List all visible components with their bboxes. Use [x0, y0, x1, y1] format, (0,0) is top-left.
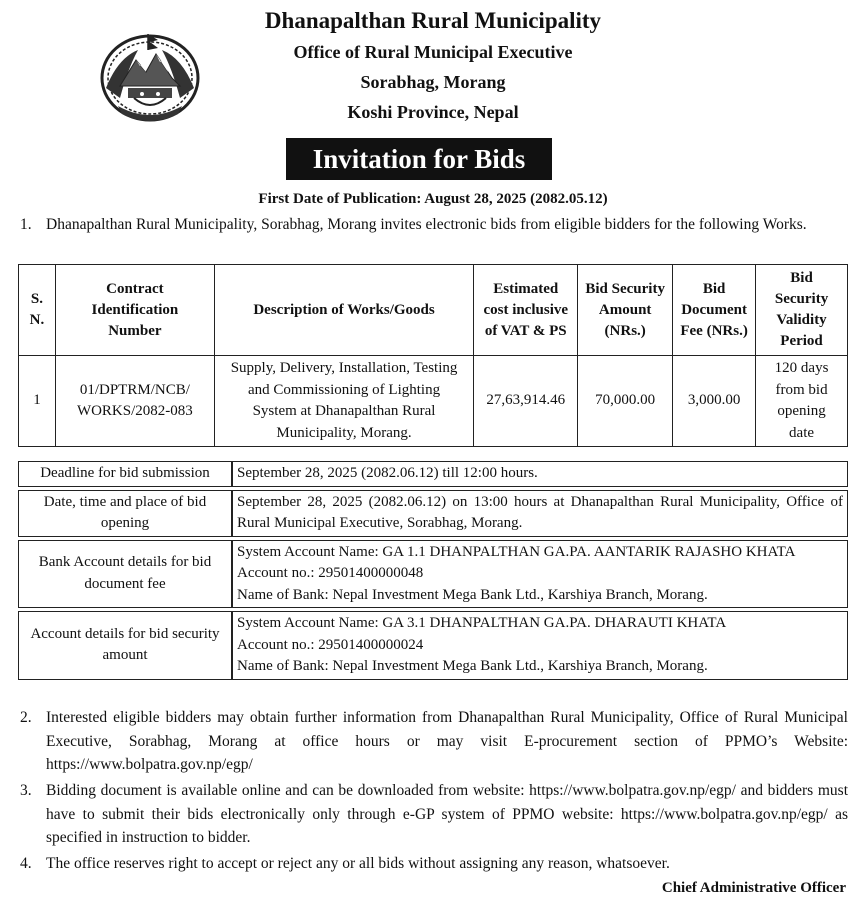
- value-opening: September 28, 2025 (2082.06.12) on 13:00 hours at Dhanapalthan Rural Municipality, Office of Rural Municipal Executive, Sorabhag, Morang.: [232, 490, 848, 537]
- details-row-bank-security: [18, 611, 848, 680]
- header-description: Description of Works/Goods: [214, 265, 473, 356]
- header-bid-security: Bid Security Amount (NRs.): [578, 265, 673, 356]
- account-name: System Account Name: GA 1.1 DHANPALTHAN GA.PA. AANTARIK RAJASHO KHATA: [237, 543, 796, 560]
- label-bank-security: Account details for bid security amount: [18, 611, 232, 680]
- cell-description: Supply, Delivery, Installation, Testing and Commissioning of Lighting System at Dhanapalthan Rural Municipality, Morang.: [214, 356, 473, 447]
- paragraph-number: 1.: [20, 216, 32, 233]
- details-row-opening: [18, 490, 848, 537]
- header-estimated-cost: Estimated cost inclusive of VAT & PS: [474, 265, 578, 356]
- account-name: System Account Name: GA 3.1 DHANPALTHAN GA.PA. DHARAUTI KHATA: [237, 615, 727, 631]
- table-row: [19, 356, 848, 447]
- office-name: Office of Rural Municipal Executive: [293, 42, 573, 62]
- details-row-bank-fee: [18, 540, 848, 609]
- cell-sn: 1: [19, 356, 56, 447]
- paragraph-text: Interested eligible bidders may obtain further information from Dhanapalthan Rural Municipality, Office of Rural Municipal Executive, Sorabhag, Morang at office hours or may visit E-procurement section of PPMO’s Website: https://www.bolpatra.gov.np/egp/: [46, 709, 848, 773]
- paragraph-text: Dhanapalthan Rural Municipality, Sorabhag, Morang invites electronic bids from eligible bidders for the following Works.: [46, 216, 807, 233]
- cell-estimated-cost: 27,63,914.46: [474, 356, 578, 447]
- paragraph-4: [20, 852, 848, 876]
- paragraph-number: 3.: [20, 782, 32, 799]
- table-header-row: [19, 265, 848, 356]
- paragraph-text: Bidding document is available online and can be downloaded from website: https://www.bolpatra.gov.np/egp/ and bidders must have to submit their bids electronically only through e-GP system of PPMO website: https://www.bolpatra.gov.np/egp/ as specified in instruction to bidder.: [46, 782, 848, 846]
- account-number: Account no.: 29501400000024: [237, 636, 424, 653]
- details-row-deadline: [18, 461, 848, 487]
- bid-details-table: [18, 458, 848, 683]
- letterhead: [200, 6, 666, 126]
- header-doc-fee: Bid Document Fee (NRs.): [673, 265, 756, 356]
- works-table: [18, 264, 848, 447]
- cell-bid-security: 70,000.00: [578, 356, 673, 447]
- paragraph-1: [20, 213, 848, 237]
- paragraph-3: [20, 779, 848, 850]
- office-province: Koshi Province, Nepal: [347, 102, 519, 122]
- header-contract-id: Contract Identification Number: [55, 265, 214, 356]
- office-address: Sorabhag, Morang: [360, 72, 506, 92]
- cell-contract-id: 01/DPTRM/NCB/ WORKS/2082-083: [55, 356, 214, 447]
- label-opening: Date, time and place of bid opening: [18, 490, 232, 537]
- bank-name: Name of Bank: Nepal Investment Mega Bank Ltd., Karshiya Branch, Morang.: [237, 658, 708, 674]
- account-number: Account no.: 29501400000048: [237, 565, 424, 581]
- header-validity: Bid Security Validity Period: [756, 265, 848, 356]
- cell-doc-fee: 3,000.00: [673, 356, 756, 447]
- notice-title-banner: Invitation for Bids: [286, 138, 552, 180]
- paragraph-number: 4.: [20, 855, 32, 872]
- paragraph-number: 2.: [20, 709, 32, 726]
- signature-title: Chief Administrative Officer: [661, 880, 846, 896]
- bank-name: Name of Bank: Nepal Investment Mega Bank Ltd., Karshiya Branch, Morang.: [237, 586, 708, 603]
- value-deadline: September 28, 2025 (2082.06.12) till 12:00 hours.: [232, 461, 848, 487]
- label-deadline: Deadline for bid submission: [18, 461, 232, 487]
- municipality-name: Dhanapalthan Rural Municipality: [264, 8, 602, 33]
- paragraph-2: [20, 706, 848, 777]
- label-bank-fee: Bank Account details for bid document fee: [18, 540, 232, 609]
- value-bank-security: [232, 611, 848, 680]
- cell-validity: 120 days from bid opening date: [756, 356, 848, 447]
- value-bank-fee: [232, 540, 848, 609]
- header-sn: S. N.: [19, 265, 56, 356]
- publication-date: First Date of Publication: August 28, 2025 (2082.05.12): [258, 191, 608, 207]
- paragraph-text: The office reserves right to accept or reject any or all bids without assigning any reason, whatsoever.: [46, 855, 670, 872]
- government-emblem-icon: [98, 28, 202, 124]
